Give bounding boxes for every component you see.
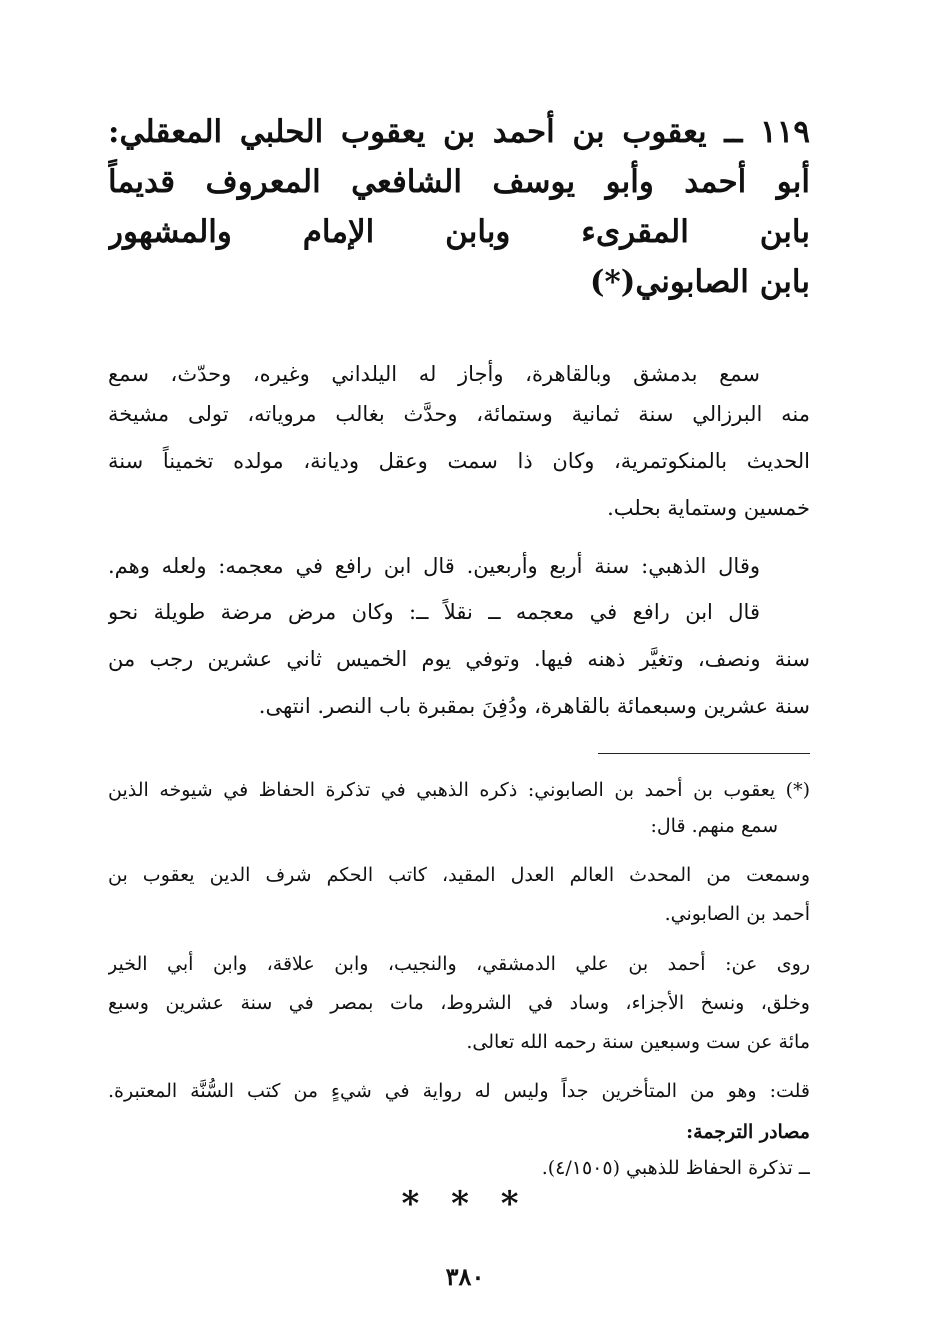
footnote-4-line-1: قلت: وهو من المتأخرين جداً وليس له رواية في شيءٍ من كتب السُّنَّة المعتبرة. (108, 1080, 810, 1102)
body-p1-line-3: الحديث بالمنكوتمرية، وكان ذا سمت وعقل وديانة، مولده تخميناً سنة (108, 449, 810, 473)
sources-item: ــ تذكرة الحفاظ للذهبي (٤/١٥٠٥). (541, 1157, 810, 1179)
footnote-3-line-2: وخلق، ونسخ الأجزاء، وساد في الشروط، مات بمصر في سنة عشرين وسبع (108, 992, 810, 1014)
section-separator: * * * (401, 1184, 529, 1224)
entry-title-line-3: بابن المقرىء وبابن الإمام والمشهور (108, 214, 810, 250)
body-p3-line-2: سنة ونصف، وتغيَّر ذهنه فيها. وتوفي يوم الخميس ثاني عشرين رجب من (108, 647, 810, 671)
footnote-2-line-2: أحمد بن الصابوني. (664, 903, 810, 925)
footnote-2-line-1: وسمعت من المحدث العالم العدل المقيد، كاتب الحكم شرف الدين يعقوب بن (108, 864, 810, 886)
body-p1-line-2: منه البرزالي سنة ثمانية وستمائة، وحدَّث بغالب مروياته، تولى مشيخة (108, 402, 810, 426)
page-number: ٣٨٠ (445, 1262, 485, 1291)
sources-heading: مصادر الترجمة: (686, 1121, 810, 1143)
footnote-3-line-3: مائة عن ست وسبعين سنة رحمه الله تعالى. (466, 1031, 810, 1053)
body-p1-line-4: خمسين وستماية بحلب. (607, 496, 810, 520)
entry-title-line-2: أبو أحمد وأبو يوسف الشافعي المعروف قديماً (108, 164, 810, 200)
body-p3-line-1: قال ابن رافع في معجمه ــ نقلاً ــ: وكان مرض مرضة طويلة نحو (108, 600, 760, 624)
body-p3-line-3: سنة عشرين وسبعمائة بالقاهرة، ودُفِنَ بمقبرة باب النصر. انتهى. (258, 694, 810, 718)
entry-title-line-4: بابن الصابوني(*) (589, 264, 810, 300)
footnote-1-line-1: (*) يعقوب بن أحمد بن الصابوني: ذكره الذهبي في تذكرة الحفاظ في شيوخه الذين (108, 779, 810, 801)
footnote-1-line-2: سمع منهم. قال: (650, 815, 778, 837)
body-p2-line-1: وقال الذهبي: سنة أربع وأربعين. قال ابن رافع في معجمه: ولعله وهم. (108, 554, 760, 578)
footnote-3-line-1: روى عن: أحمد بن علي الدمشقي، والنجيب، وابن علاقة، وابن أبي الخير (108, 953, 810, 975)
body-p1-line-1: سمع بدمشق وبالقاهرة، وأجاز له اليلداني وغيره، وحدّث، سمع (108, 362, 760, 386)
entry-title-line-1: ١١٩ ــ يعقوب بن أحمد بن يعقوب الحلبي المعقلي: (108, 114, 810, 150)
footnote-separator (598, 753, 810, 754)
